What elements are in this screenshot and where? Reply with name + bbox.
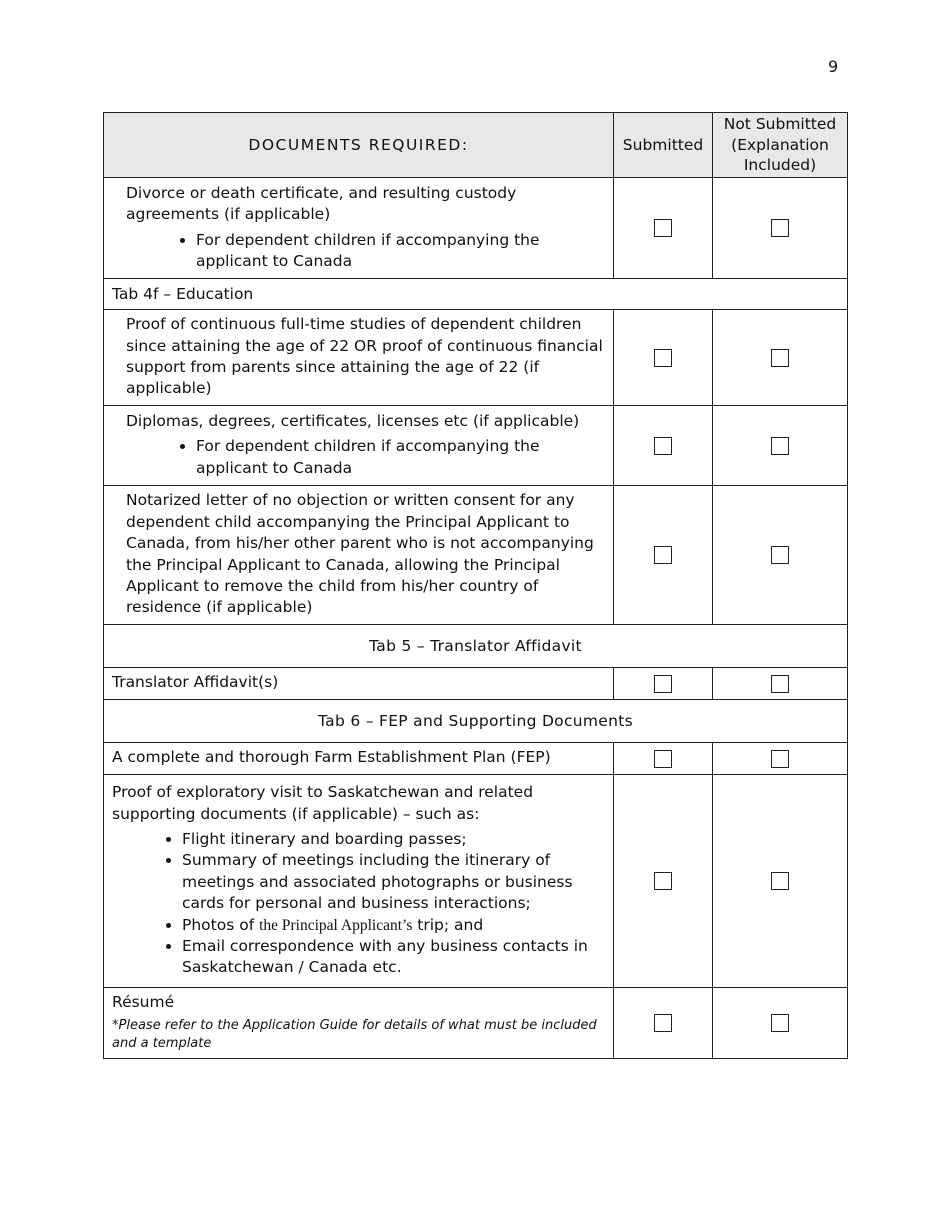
table-row-translator-affidavit: [104, 668, 848, 700]
submitted-checkbox[interactable]: [654, 437, 672, 455]
bullet-item: • For dependent children if accompanying the applicant to Canada: [196, 436, 607, 479]
row-text: Proof of exploratory visit to Saskatchewan and related supporting documents (if applicable) – such as:: [112, 783, 534, 823]
not-submitted-checkbox[interactable]: [771, 437, 789, 455]
not-submitted-checkbox[interactable]: [771, 349, 789, 367]
header-not-submitted: Not Submitted (Explanation Included): [713, 113, 848, 178]
row-text: Notarized letter of no objection or written consent for any dependent child accompanying the Principal Applicant to Canada, from his/her other parent who is not accompanying the Principal Applicant to Canada, allowing the Principal Applicant to remove the child from his/her country of residence (if applicable): [104, 486, 614, 625]
table-row-exploratory-visit: [104, 775, 848, 988]
section-title-tab-4f: Tab 4f – Education: [104, 279, 848, 310]
header-submitted: Submitted: [614, 113, 713, 178]
bullet-item: • For dependent children if accompanying the applicant to Canada: [196, 230, 607, 273]
not-submitted-checkbox[interactable]: [771, 872, 789, 890]
row-text: Divorce or death certificate, and resulting custody agreements (if applicable): [126, 183, 517, 224]
row-text: Diplomas, degrees, certificates, licenses etc (if applicable): [126, 411, 580, 430]
documents-table: [103, 112, 848, 1059]
submitted-checkbox[interactable]: [654, 546, 672, 564]
bullet-item: • Flight itinerary and boarding passes;: [182, 829, 607, 850]
row-text: Proof of continuous full-time studies of dependent children since attaining the age of 22 OR proof of continuous financial support from parents since attaining the age of 22 (if applicable): [104, 310, 614, 406]
table-row-diplomas: [104, 406, 848, 486]
submitted-checkbox[interactable]: [654, 1014, 672, 1032]
row-text: Résumé: [112, 992, 175, 1011]
not-submitted-checkbox[interactable]: [771, 1014, 789, 1032]
section-title-tab-5: Tab 5 – Translator Affidavit: [104, 625, 848, 668]
section-title-tab-6: Tab 6 – FEP and Supporting Documents: [104, 700, 848, 743]
submitted-checkbox[interactable]: [654, 872, 672, 890]
submitted-checkbox[interactable]: [654, 675, 672, 693]
header-documents-required: DOCUMENTS REQUIRED:: [104, 113, 614, 178]
page-number: 9: [828, 57, 839, 76]
not-submitted-checkbox[interactable]: [771, 546, 789, 564]
section-row-tab-6: [104, 700, 848, 743]
table-row-fep: [104, 743, 848, 775]
bullet-item: • Email correspondence with any business contacts in Saskatchewan / Canada etc.: [182, 936, 607, 979]
table-row-resume: [104, 988, 848, 1059]
submitted-checkbox[interactable]: [654, 349, 672, 367]
row-text: A complete and thorough Farm Establishment Plan (FEP): [104, 743, 614, 775]
not-submitted-checkbox[interactable]: [771, 675, 789, 693]
submitted-checkbox[interactable]: [654, 219, 672, 237]
table-row-divorce-certificate: [104, 178, 848, 279]
bullet-item: • Summary of meetings including the itinerary of meetings and associated photographs or business cards for personal and business interactions;: [182, 850, 607, 914]
section-row-tab-4f: [104, 279, 848, 310]
not-submitted-checkbox[interactable]: [771, 750, 789, 768]
not-submitted-checkbox[interactable]: [771, 219, 789, 237]
table-header: [104, 113, 848, 178]
table-row-consent-letter: [104, 486, 848, 625]
table-row-continuous-studies: [104, 310, 848, 406]
bullet-item-photos: • Photos of the Principal Applicant’s trip; and: [182, 915, 607, 936]
row-text: Translator Affidavit(s): [104, 668, 614, 700]
section-row-tab-5: [104, 625, 848, 668]
submitted-checkbox[interactable]: [654, 750, 672, 768]
resume-note: *Please refer to the Application Guide for details of what must be included and a template: [112, 1018, 597, 1052]
